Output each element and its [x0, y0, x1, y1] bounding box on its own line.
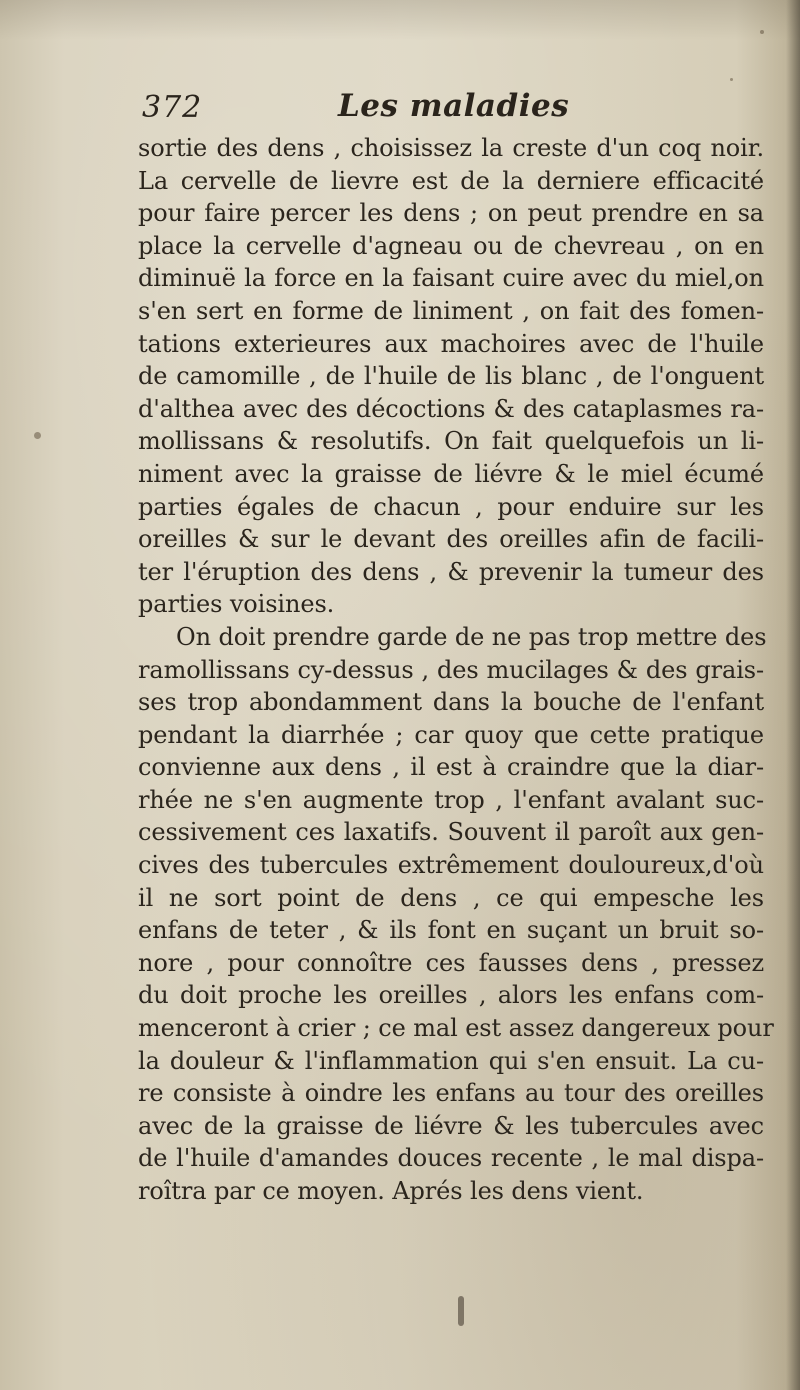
text-line: de camomille , de l'huile de lis blanc , de l'onguent — [138, 362, 764, 391]
paper-spot — [730, 78, 733, 81]
text-line: pendant la diarrhée ; car quoy que cette pratique — [138, 720, 764, 749]
text-line: parties égales de chacun , pour enduire sur les — [138, 492, 764, 521]
text-line: oreilles & sur le devant des oreilles afin de facili- — [138, 525, 764, 554]
text-line: rhée ne s'en augmente trop , l'enfant avalant suc- — [138, 785, 764, 814]
body-text — [138, 132, 774, 1208]
page-binding-edge — [786, 0, 800, 1390]
text-line: diminuë la force en la faisant cuire avec du miel,on — [138, 264, 764, 293]
text-line: d'althea avec des décoctions & des cataplasmes ra- — [138, 394, 764, 423]
paragraph-end-line: roîtra par ce moyen. Aprés les dens vient. — [138, 1177, 644, 1205]
page-number: 372 — [142, 90, 203, 125]
paragraph-start-line: On doit prendre garde de ne pas trop mettre des — [176, 622, 767, 651]
text-line: ter l'éruption des dens , & prevenir la tumeur des — [138, 557, 764, 586]
text-line: de l'huile d'amandes douces recente , le mal dispa- — [138, 1144, 764, 1173]
text-line: il ne sort point de dens , ce qui empesche les — [138, 883, 764, 912]
text-line: nore , pour connoître ces fausses dens , pressez — [138, 948, 764, 977]
page-header — [142, 88, 762, 128]
text-line: convienne aux dens , il est à craindre que la diar- — [138, 753, 764, 782]
paragraph-end-line: parties voisines. — [138, 590, 335, 619]
text-line: enfans de teter , & ils font en suçant un bruit so- — [138, 916, 764, 945]
paper-mark — [458, 1296, 464, 1326]
text-line: la douleur & l'inflammation qui s'en ensuit. La cu- — [138, 1046, 764, 1075]
text-line: cives des tubercules extrêmement douloureux,d'où — [138, 851, 764, 880]
text-line: menceront à crier ; ce mal est assez dangereux pour — [138, 1014, 774, 1043]
text-line: mollissans & resolutifs. On fait quelquefois un li- — [138, 427, 764, 456]
text-line: tations exterieures aux machoires avec de l'huile — [138, 329, 764, 358]
text-line: place la cervelle d'agneau ou de chevreau , on en — [138, 231, 764, 260]
running-title: Les maladies — [338, 88, 570, 124]
text-line: ses trop abondamment dans la bouche de l'enfant — [138, 688, 764, 717]
text-line: ramollissans cy-dessus , des mucilages & des grais- — [138, 655, 764, 684]
paper-spot — [760, 30, 764, 34]
text-line: cessivement ces laxatifs. Souvent il paroît aux gen- — [138, 818, 764, 847]
text-line: sortie des dens , choisissez la creste d'un coq noir. — [138, 134, 764, 162]
text-line: du doit proche les oreilles , alors les enfans com- — [138, 981, 764, 1010]
page-top-shadow — [0, 0, 800, 40]
text-line: pour faire percer les dens ; on peut prendre en sa — [138, 199, 764, 228]
text-line: s'en sert en forme de liniment , on fait des fomen- — [138, 296, 764, 325]
text-line: avec de la graisse de liévre & les tubercules avec — [138, 1111, 764, 1140]
text-line: La cervelle de lievre est de la derniere efficacité — [138, 166, 764, 195]
text-line: niment avec la graisse de liévre & le miel écumé — [138, 459, 764, 488]
paper-spot — [34, 432, 41, 439]
text-line: re consiste à oindre les enfans au tour des oreilles — [138, 1079, 764, 1108]
